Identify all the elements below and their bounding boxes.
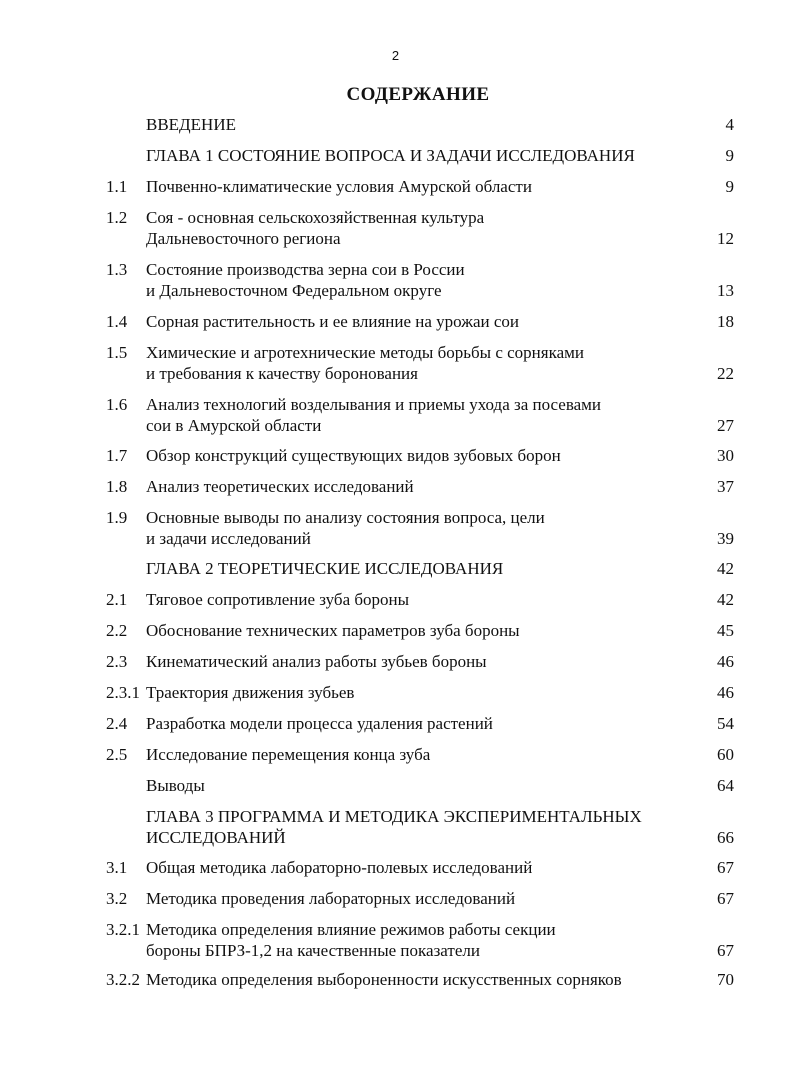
toc-entry-page: 64 xyxy=(717,776,734,795)
toc-entry-page: 37 xyxy=(717,477,734,496)
toc-entry-title xyxy=(146,806,706,848)
toc-entry-number: 1.4 xyxy=(106,312,128,331)
toc-entry-title-line: ГЛАВА 1 СОСТОЯНИЕ ВОПРОСА И ЗАДАЧИ ИССЛЕДОВАНИЯ xyxy=(146,146,635,165)
toc-entry-title-line: Обзор конструкций существующих видов зубовых борон xyxy=(146,446,561,465)
page-number: 2 xyxy=(391,48,400,63)
toc-entry-page: 70 xyxy=(717,970,734,989)
toc-entry-page: 13 xyxy=(717,281,734,300)
toc-entry-number: 1.8 xyxy=(106,477,128,496)
toc-entry-number: 3.2.2 xyxy=(106,970,140,989)
toc-entry-number: 3.1 xyxy=(106,858,128,877)
toc-entry-page: 4 xyxy=(725,115,734,134)
toc-entry-title-line: Химические и агротехнические методы борьбы с сорняками xyxy=(146,343,584,362)
toc-entry-title xyxy=(146,713,706,734)
toc-entry-page: 54 xyxy=(717,714,734,733)
toc-entry-page: 45 xyxy=(717,621,734,640)
toc-entry-page: 46 xyxy=(717,652,734,671)
toc-entry-title xyxy=(146,969,706,990)
toc-entry-title-line: Почвенно-климатические условия Амурской области xyxy=(146,177,532,196)
toc-entry-title xyxy=(146,342,706,384)
toc-entry-title-line: Обоснование технических параметров зуба бороны xyxy=(146,621,520,640)
toc-entry-title-line: Методика определения выбороненности искусственных сорняков xyxy=(146,970,622,989)
toc-entry-number: 1.9 xyxy=(106,508,128,527)
toc-entry-title-line: и требования к качеству боронования xyxy=(146,364,418,383)
toc-entry-title-line: ГЛАВА 2 ТЕОРЕТИЧЕСКИЕ ИССЛЕДОВАНИЯ xyxy=(146,559,504,578)
toc-entry-title-line: Методика определения влияние режимов работы секции xyxy=(146,920,556,939)
toc-entry-page: 9 xyxy=(725,146,734,165)
toc-entry-number: 2.3 xyxy=(106,652,128,671)
toc-entry-page: 60 xyxy=(717,745,734,764)
toc-entry-number: 3.2.1 xyxy=(106,920,140,939)
toc-entry-number: 1.2 xyxy=(106,208,128,227)
toc-entry-number: 1.7 xyxy=(106,446,128,465)
toc-entry-page: 12 xyxy=(717,229,734,248)
toc-entry-page: 42 xyxy=(717,590,734,609)
toc-entry-title xyxy=(146,558,706,579)
toc-entry-title-line: бороны БПРЗ-1,2 на качественные показатели xyxy=(146,941,480,960)
toc-entry-title-line: Основные выводы по анализу состояния вопроса, цели xyxy=(146,508,545,527)
toc-entry-number: 1.1 xyxy=(106,177,128,196)
toc-entry-title xyxy=(146,620,706,641)
toc-entry-page: 67 xyxy=(717,858,734,877)
toc-entry-page: 67 xyxy=(717,889,734,908)
toc-entry-title xyxy=(146,259,706,301)
toc-entry-number: 1.5 xyxy=(106,343,128,362)
toc-entry-title-line: Кинематический анализ работы зубьев бороны xyxy=(146,652,487,671)
toc-entry-title xyxy=(146,682,706,703)
toc-entry-title xyxy=(146,145,706,166)
toc-entry-page: 46 xyxy=(717,683,734,702)
toc-entry-page: 39 xyxy=(717,529,734,548)
toc-entry-title-line: Сорная растительность и ее влияние на урожаи сои xyxy=(146,312,520,331)
toc-entry-title-line: Соя - основная сельскохозяйственная культура xyxy=(146,208,485,227)
toc-entry-title-line: сои в Амурской области xyxy=(146,416,322,435)
toc-entry-page: 67 xyxy=(717,941,734,960)
toc-entry-title xyxy=(146,744,706,765)
toc-entry-number: 1.3 xyxy=(106,260,128,279)
toc-entry-page: 30 xyxy=(717,446,734,465)
toc-entry-title-line: Дальневосточного региона xyxy=(146,229,341,248)
toc-entry-page: 66 xyxy=(717,828,734,847)
toc-entry-title-line: и задачи исследований xyxy=(146,529,311,548)
toc-entry-title xyxy=(146,445,706,466)
toc-entry-title xyxy=(146,775,706,796)
toc-entry-title-line: и Дальневосточном Федеральном округе xyxy=(146,281,442,300)
toc-title: СОДЕРЖАНИЕ xyxy=(346,84,490,105)
toc-entry-title xyxy=(146,507,706,549)
toc-entry-title-line: Выводы xyxy=(146,776,205,795)
toc-entry-title-line: Траектория движения зубьев xyxy=(146,683,355,702)
toc-entry-title-line: Анализ теоретических исследований xyxy=(146,477,414,496)
toc-entry-title xyxy=(146,651,706,672)
toc-entry-page: 9 xyxy=(725,177,734,196)
toc-entry-title xyxy=(146,589,706,610)
toc-entry-title-line: Исследование перемещения конца зуба xyxy=(146,745,431,764)
toc-entry-title-line: Состояние производства зерна сои в России xyxy=(146,260,465,279)
toc-entry-title xyxy=(146,114,706,135)
toc-entry-title-line: Методика проведения лабораторных исследований xyxy=(146,889,516,908)
toc-entry-title xyxy=(146,311,706,332)
toc-entry-number: 2.2 xyxy=(106,621,128,640)
toc-entry-title-line: ГЛАВА 3 ПРОГРАММА И МЕТОДИКА ЭКСПЕРИМЕНТАЛЬНЫХ xyxy=(146,807,642,826)
toc-entry-number: 1.6 xyxy=(106,395,128,414)
toc-entry-title-line: Анализ технологий возделывания и приемы ухода за посевами xyxy=(146,395,602,414)
toc-entry-number: 2.4 xyxy=(106,714,128,733)
toc-entry-page: 27 xyxy=(717,416,734,435)
toc-entry-number: 2.1 xyxy=(106,590,128,609)
toc-entry-number: 2.5 xyxy=(106,745,128,764)
toc-entry-title xyxy=(146,888,706,909)
toc-entry-page: 42 xyxy=(717,559,734,578)
toc-entry-number: 2.3.1 xyxy=(106,683,140,702)
toc-entry-page: 22 xyxy=(717,364,734,383)
toc-entry-title-line: Общая методика лабораторно-полевых исследований xyxy=(146,858,533,877)
toc-entry-title-line: ВВЕДЕНИЕ xyxy=(146,115,236,134)
toc-entry-title xyxy=(146,394,706,436)
toc-entry-number: 3.2 xyxy=(106,889,128,908)
toc-entry-title xyxy=(146,176,706,197)
toc-entry-title xyxy=(146,919,706,961)
toc-entry-title xyxy=(146,207,706,249)
toc-entry-title xyxy=(146,857,706,878)
toc-entry-title-line: Тяговое сопротивление зуба бороны xyxy=(146,590,410,609)
toc-entry-title-line: ИССЛЕДОВАНИЙ xyxy=(146,828,286,847)
toc-entry-page: 18 xyxy=(717,312,734,331)
toc-entry-title-line: Разработка модели процесса удаления растений xyxy=(146,714,493,733)
toc-entry-title xyxy=(146,476,706,497)
